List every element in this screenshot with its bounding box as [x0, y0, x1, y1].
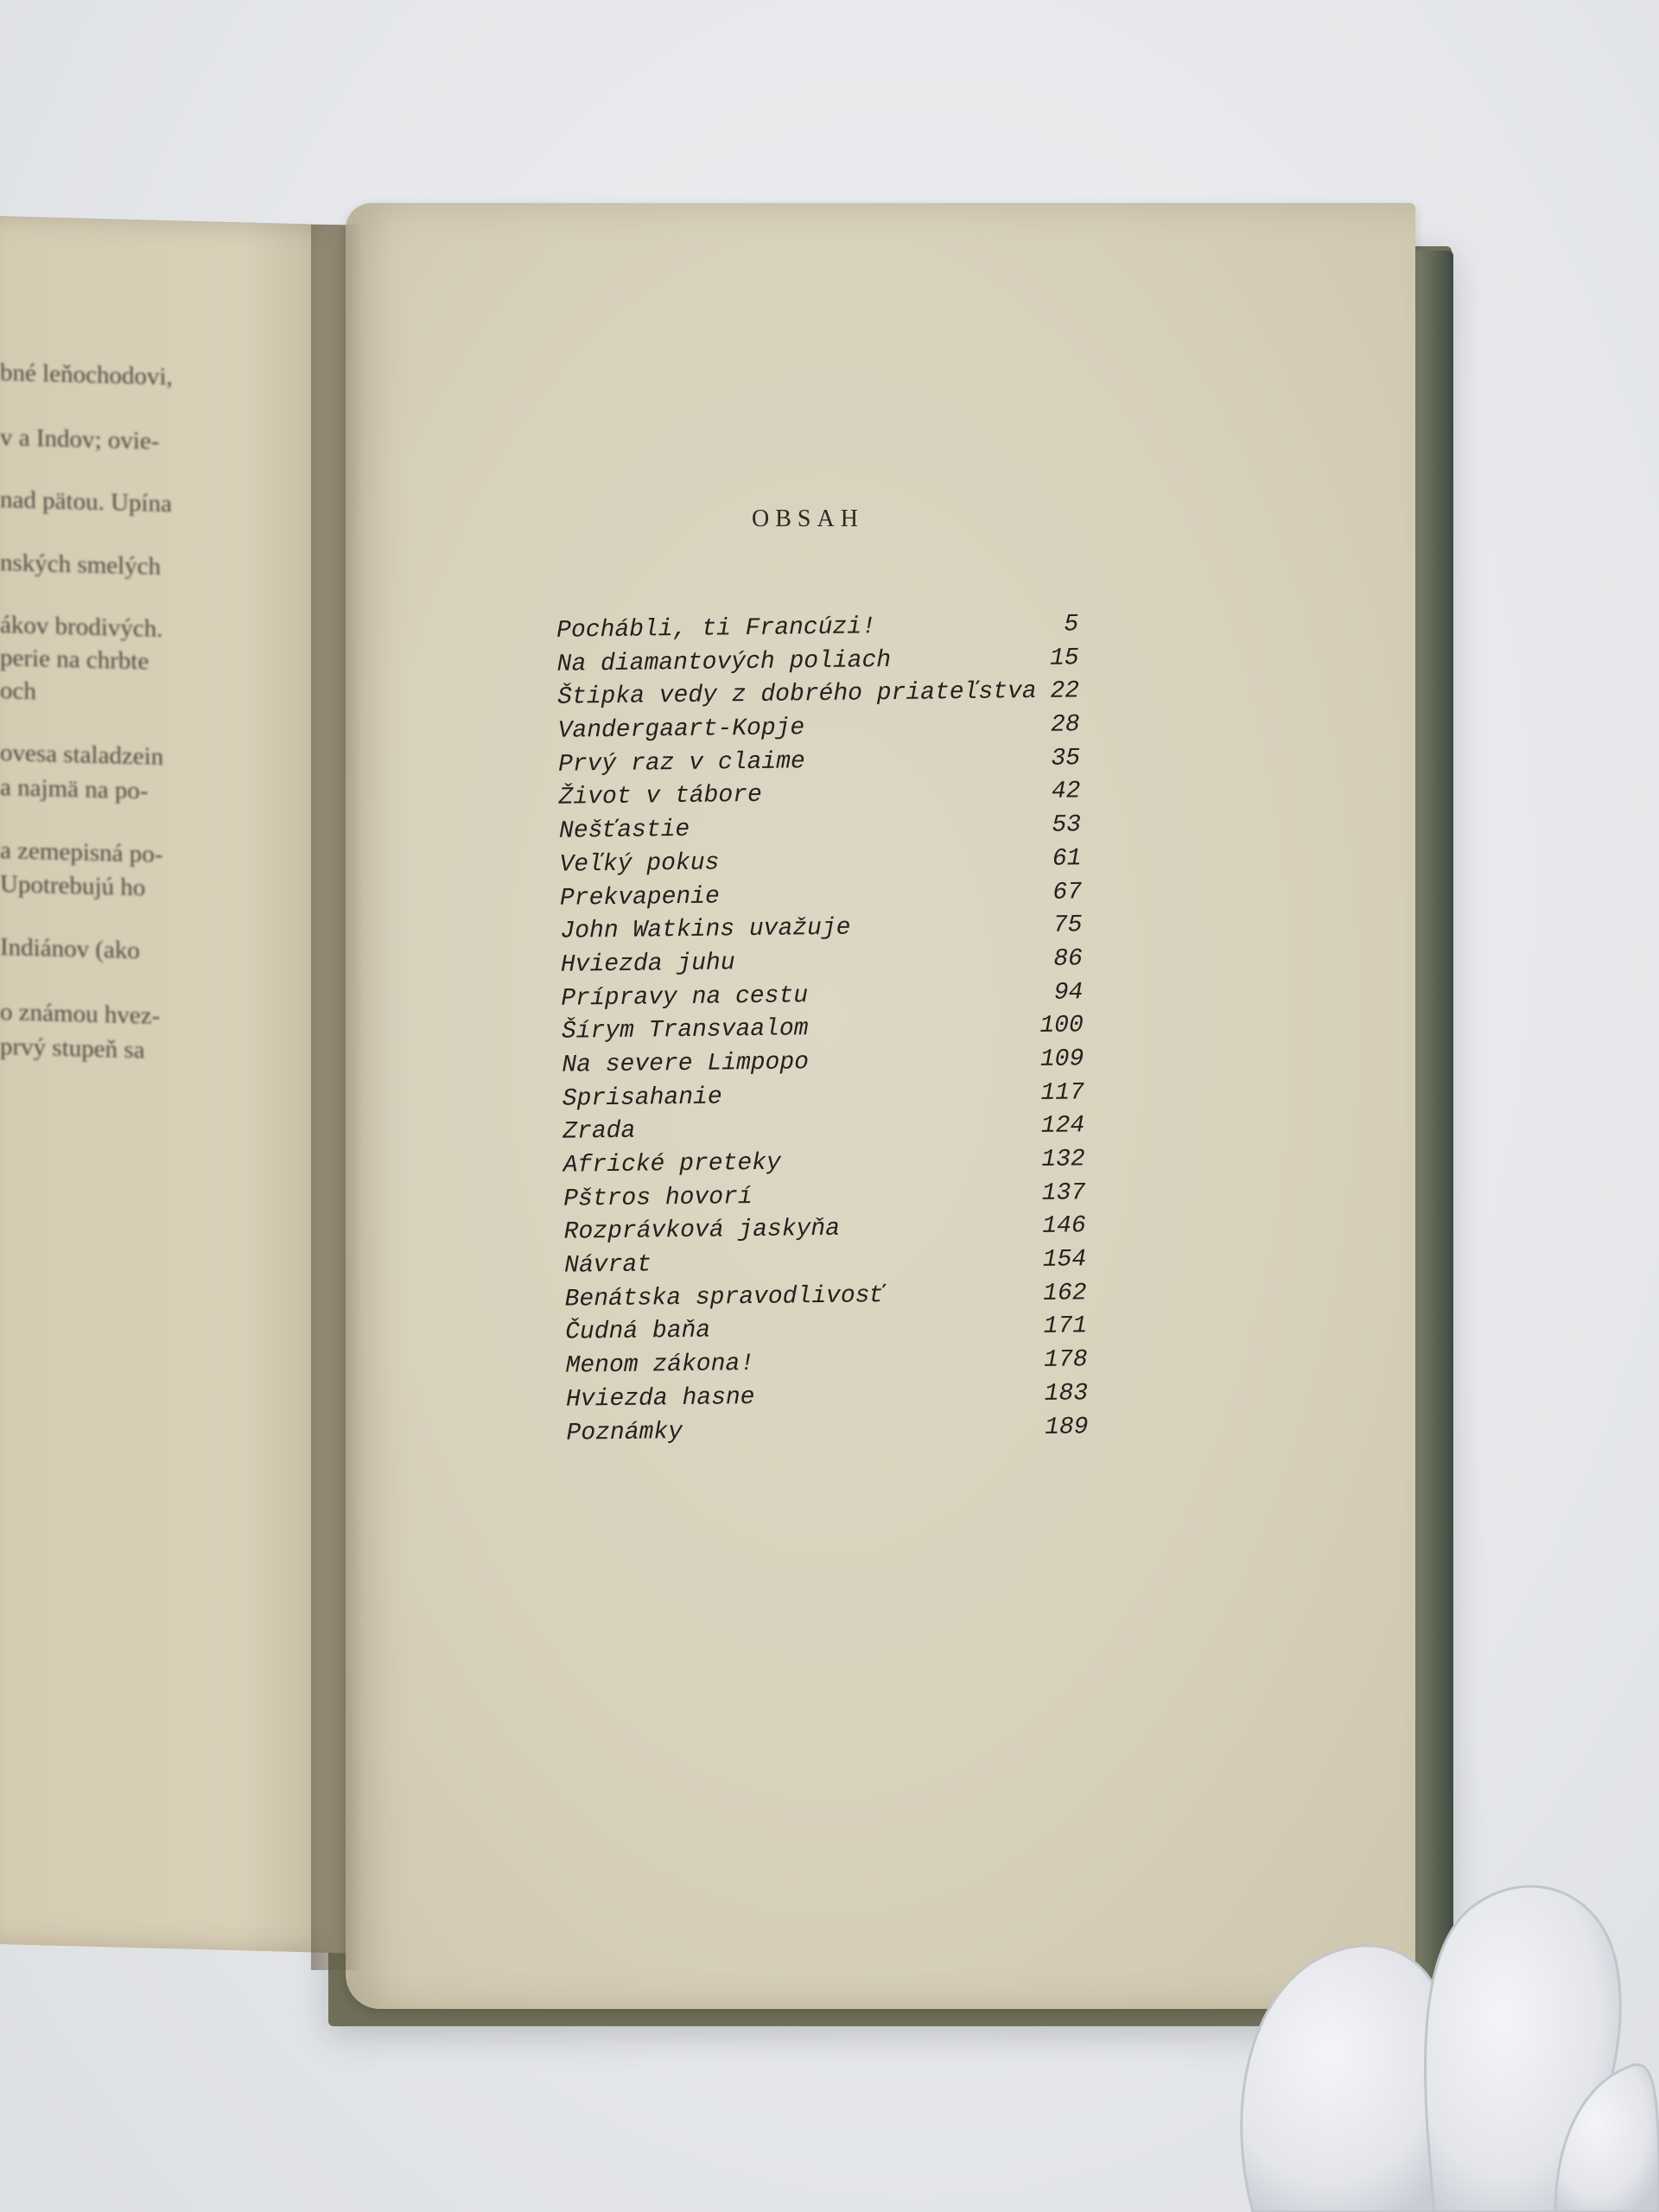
toc-entry-title: Sprisahanie: [562, 1084, 722, 1113]
toc-entry-title: Šírym Transvaalom: [561, 1015, 809, 1046]
spine-shadow: [311, 225, 363, 1970]
left-page-line: nad pätou. Upína: [0, 486, 172, 518]
toc-entry-page: 35: [1051, 745, 1081, 772]
left-page-line: a najmä na po-: [0, 773, 149, 805]
toc-entry-title: Hviezda hasne: [565, 1383, 755, 1414]
toc-entry-page: 178: [1043, 1346, 1088, 1375]
toc-entry-title: Veľký pokus: [559, 849, 720, 879]
toc-entry-title: Nešťastie: [558, 816, 690, 845]
toc-entry-page: 75: [1052, 912, 1083, 939]
toc-entry-title: Rozprávková jaskyňa: [563, 1216, 841, 1247]
toc-entry-page: 86: [1053, 945, 1084, 973]
toc-entry-title: Hviezda juhu: [560, 950, 735, 979]
toc-entry-page: 100: [1039, 1012, 1084, 1040]
toc-entry-page: 15: [1049, 645, 1079, 672]
toc-entry-page: 109: [1039, 1046, 1084, 1073]
toc-entry-title: Štipka vedy z dobrého priateľstva: [556, 678, 1037, 712]
toc-entry-page: 42: [1051, 778, 1081, 806]
toc-entry: [545, 1411, 1098, 1452]
toc-entry-title: Prvý raz v claime: [557, 747, 805, 779]
left-page-line: nských smelých: [0, 549, 162, 581]
toc-entry-page: 67: [1052, 878, 1083, 906]
toc-entry-title: Čudná baňa: [564, 1318, 711, 1347]
toc-entry-title: Na diamantových poliach: [556, 646, 892, 678]
toc-heading: OBSAH: [752, 505, 864, 532]
toc-entry-page: 124: [1040, 1112, 1085, 1141]
left-page: [0, 216, 346, 1953]
gloved-thumb: [1149, 1858, 1659, 2212]
left-page-line: v a Indov; ovie-: [0, 423, 160, 455]
toc-entry-title: Vandergaart-Kopje: [557, 715, 805, 745]
book-cover-edge: [1415, 251, 1453, 2013]
toc-entry-page: 162: [1043, 1280, 1087, 1307]
toc-entry-title: Poznámky: [566, 1418, 683, 1447]
toc-entry-page: 22: [1050, 677, 1080, 706]
toc-entry-title: Návrat: [564, 1251, 652, 1280]
toc-entry-page: 132: [1041, 1146, 1085, 1173]
table-of-contents: [536, 608, 1099, 1451]
toc-entry-page: 61: [1052, 845, 1082, 873]
toc-entry-page: 28: [1050, 711, 1080, 739]
toc-entry-title: Na severe Limpopo: [562, 1049, 810, 1079]
toc-entry-page: 53: [1052, 811, 1082, 839]
left-page-line: Indiánov (ako: [0, 933, 140, 965]
left-page-line: prvý stupeň sa: [0, 1033, 145, 1065]
toc-entry-page: 137: [1041, 1179, 1086, 1207]
left-page-line: bné leňochodovi,: [0, 359, 173, 391]
toc-entry-page: 171: [1043, 1313, 1088, 1341]
left-page-line: a zemepisná po-: [0, 836, 163, 868]
toc-entry-title: Prekvapenie: [559, 882, 721, 912]
toc-entry-title: Pochábli, ti Francúzi!: [556, 613, 877, 645]
toc-entry-title: Africké preteky: [563, 1149, 782, 1179]
toc-entry-title: John Watkins uvažuje: [560, 914, 851, 945]
left-page-line: ákov brodivých.: [0, 611, 163, 643]
toc-entry-page: 183: [1044, 1380, 1089, 1408]
toc-entry-title: Zrada: [563, 1117, 636, 1146]
left-page-line: perie na chrbte: [0, 644, 149, 676]
toc-entry-page: 94: [1053, 978, 1084, 1007]
toc-entry-title: Život v tábore: [558, 782, 763, 812]
left-page-line: ovesa staladzein: [0, 739, 164, 771]
toc-entry-page: 154: [1042, 1246, 1087, 1274]
left-page-line: o známou hvez-: [0, 998, 161, 1030]
toc-entry-page: 5: [1064, 611, 1079, 639]
toc-entry-title: Menom zákona!: [565, 1351, 755, 1380]
left-page-line: och: [0, 677, 36, 706]
toc-entry-title: Pštros hovorí: [563, 1183, 753, 1213]
left-page-line: Upotrebujú ho: [0, 870, 146, 902]
toc-entry-title: Prípravy na cestu: [561, 982, 809, 1013]
toc-entry-page: 117: [1040, 1078, 1084, 1107]
toc-entry-title: Benátska spravodlivosť: [564, 1281, 885, 1313]
toc-entry-page: 189: [1044, 1413, 1089, 1441]
toc-entry-page: 146: [1042, 1212, 1086, 1241]
